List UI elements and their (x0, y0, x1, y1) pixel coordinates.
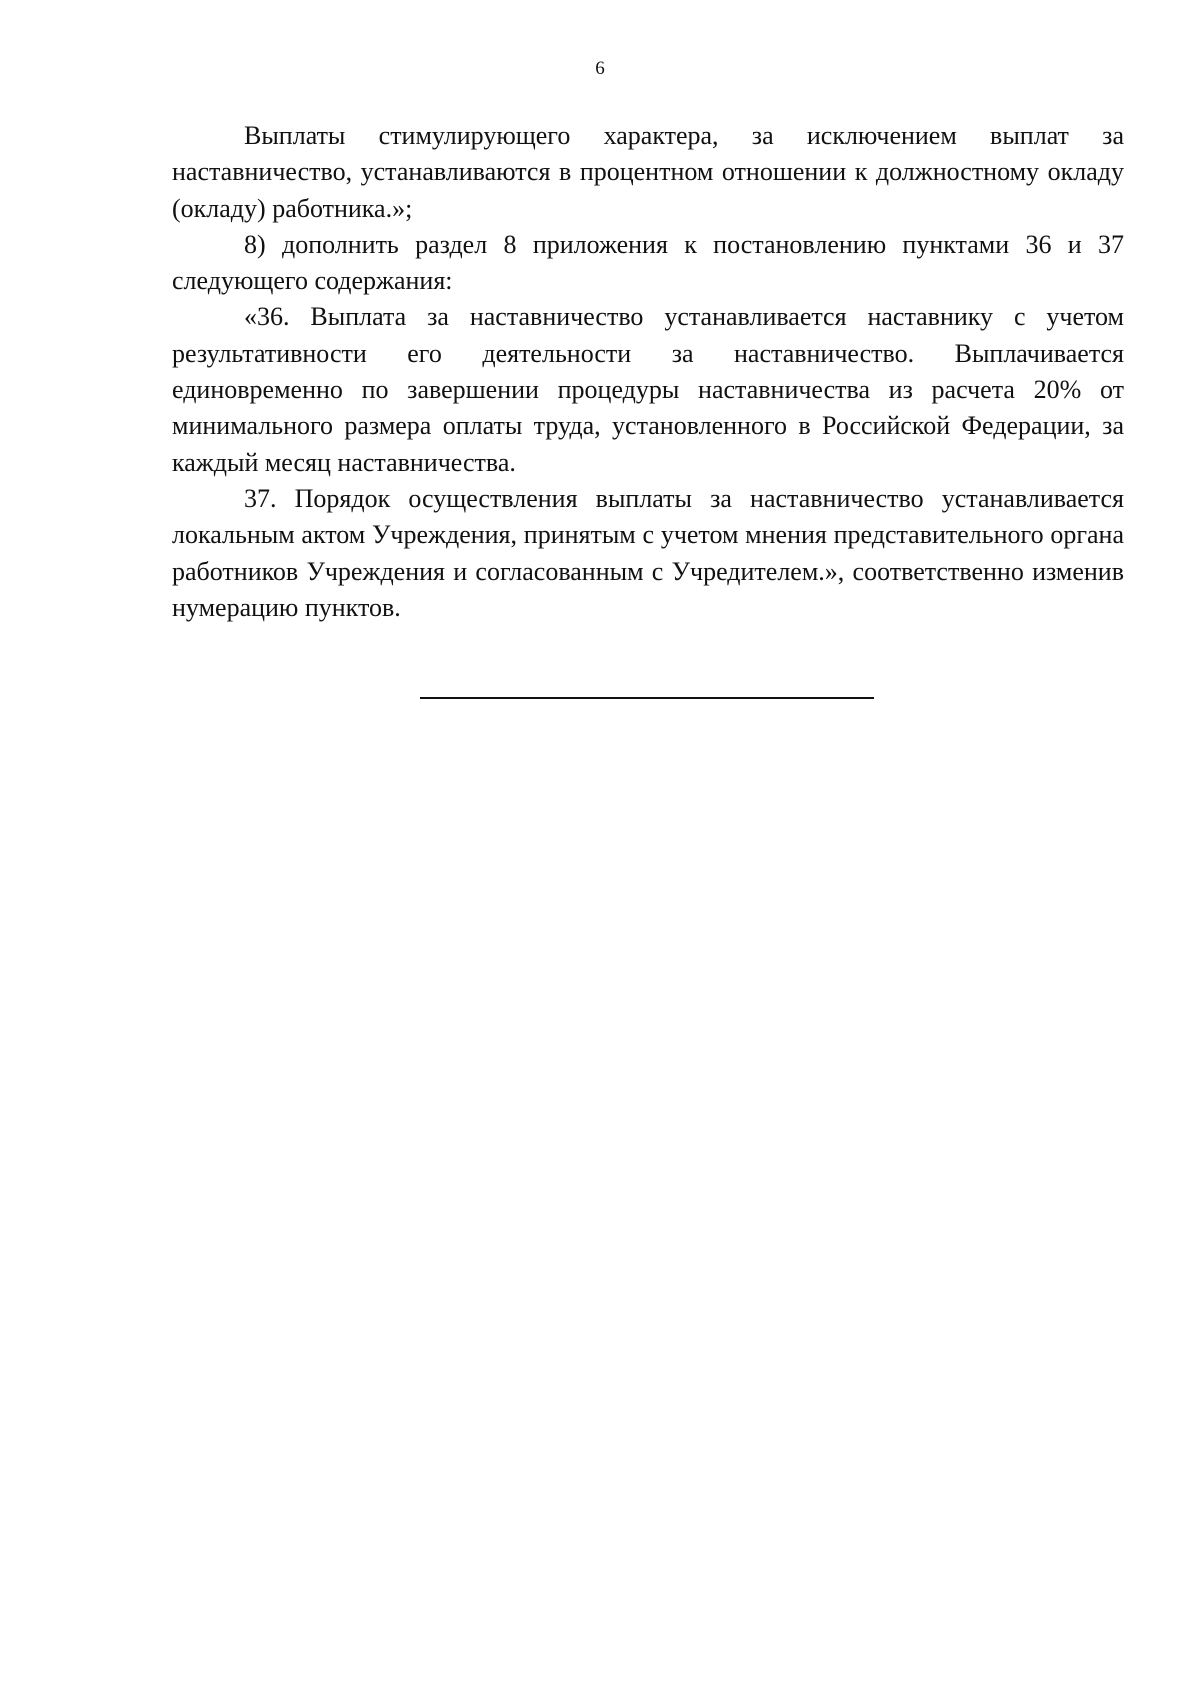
paragraph-point-36: «36. Выплата за наставничество устанавливается наставнику с учетом результативности его деятельности за наставничество. Выплачивается единовременно по завершении процедуры наставничества из расчета 20% от минимального размера оплаты труда, установленного в Российской Федерации, за каждый месяц наставничества. (172, 302, 1124, 477)
paragraph-incentive-payments: Выплаты стимулирующего характера, за исключением выплат за наставничество, устанавливаются в процентном отношении к должностному окладу (окладу) работника.»; (172, 121, 1124, 223)
paragraph-point-37: 37. Порядок осуществления выплаты за наставничество устанавливается локальным актом Учреждения, принятым с учетом мнения представительного органа работников Учреждения и согласованным с Учредителем.», соответственно изменив нумерацию пунктов. (172, 483, 1124, 622)
closing-divider-line (420, 697, 874, 699)
page-number: 6 (595, 58, 605, 79)
document-body (172, 118, 1124, 626)
paragraph-amendment-item-8: 8) дополнить раздел 8 приложения к постановлению пунктами 36 и 37 следующего содержания: (172, 229, 1124, 296)
